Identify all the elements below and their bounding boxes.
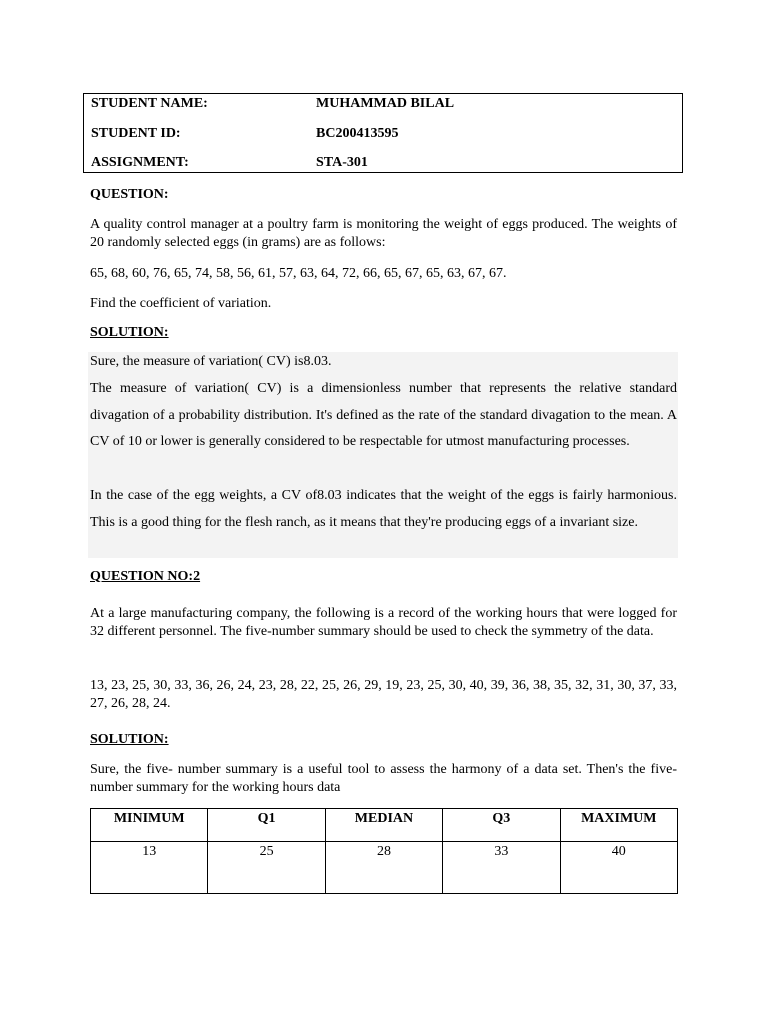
solution-1-paragraph-2: In the case of the egg weights, a CV of8.03 indicates that the weight of the eggs is fairly harmonious. This is a good thing for the flesh ranch, as it means that they're producing eggs of a invariant size. bbox=[90, 488, 677, 530]
header-q3: Q3 bbox=[443, 809, 560, 842]
solution-1-line: Sure, the measure of variation( CV) is8.03. bbox=[90, 354, 332, 369]
student-info-box bbox=[83, 93, 683, 173]
question-2-heading: QUESTION NO:2 bbox=[90, 569, 201, 584]
question-1-task: Find the coefficient of variation. bbox=[90, 296, 272, 311]
question-1-data: 65, 68, 60, 76, 65, 74, 58, 56, 61, 57, 63, 64, 72, 66, 65, 67, 65, 63, 67, 67. bbox=[90, 266, 507, 281]
header-median: MEDIAN bbox=[325, 809, 442, 842]
value-median: 28 bbox=[325, 842, 442, 894]
five-number-summary-table bbox=[90, 808, 678, 894]
header-q1: Q1 bbox=[208, 809, 325, 842]
value-maximum: 40 bbox=[560, 842, 677, 894]
assignment-label: ASSIGNMENT: bbox=[91, 155, 189, 170]
header-maximum: MAXIMUM bbox=[560, 809, 677, 842]
solution-1-heading: SOLUTION: bbox=[90, 325, 169, 340]
question-2-data: 13, 23, 25, 30, 33, 36, 26, 24, 23, 28, 22, 25, 26, 29, 19, 23, 25, 30, 40, 39, 36, 38, 35, 32, 31, 30, 37, 33, 27, 26, 28, 24. bbox=[90, 678, 677, 711]
solution-1-paragraph-1: The measure of variation( CV) is a dimensionless number that represents the relative standard divagation of a probability distribution. It's defined as the rate of the standard divagation to the mean. A CV of 10 or lower is generally considered to be respectable for utmost manufacturing processes. bbox=[90, 381, 677, 449]
student-id-row bbox=[91, 126, 671, 146]
value-q3: 33 bbox=[443, 842, 560, 894]
student-name-label: STUDENT NAME: bbox=[91, 96, 208, 111]
student-name-value: MUHAMMAD BILAL bbox=[316, 96, 455, 111]
assignment-row bbox=[91, 155, 671, 175]
student-id-value: BC200413595 bbox=[316, 126, 399, 141]
value-minimum: 13 bbox=[91, 842, 208, 894]
student-id-label: STUDENT ID: bbox=[91, 126, 181, 141]
question-1-text: A quality control manager at a poultry farm is monitoring the weight of eggs produced. The weights of 20 randomly selected eggs (in grams) are as follows: bbox=[90, 217, 677, 250]
student-name-row bbox=[91, 96, 671, 116]
table-row bbox=[91, 842, 678, 894]
question-2-text: At a large manufacturing company, the following is a record of the working hours that were logged for 32 different personnel. The five-number summary should be used to check the symmetry of the data. bbox=[90, 606, 677, 639]
table-header-row bbox=[91, 809, 678, 842]
header-minimum: MINIMUM bbox=[91, 809, 208, 842]
solution-2-text: Sure, the five- number summary is a useful tool to assess the harmony of a data set. Then's the five- number summary for the working hours data bbox=[90, 762, 677, 795]
question-1-heading: QUESTION: bbox=[90, 187, 169, 202]
solution-2-heading: SOLUTION: bbox=[90, 732, 169, 747]
assignment-value: STA-301 bbox=[316, 155, 368, 170]
value-q1: 25 bbox=[208, 842, 325, 894]
